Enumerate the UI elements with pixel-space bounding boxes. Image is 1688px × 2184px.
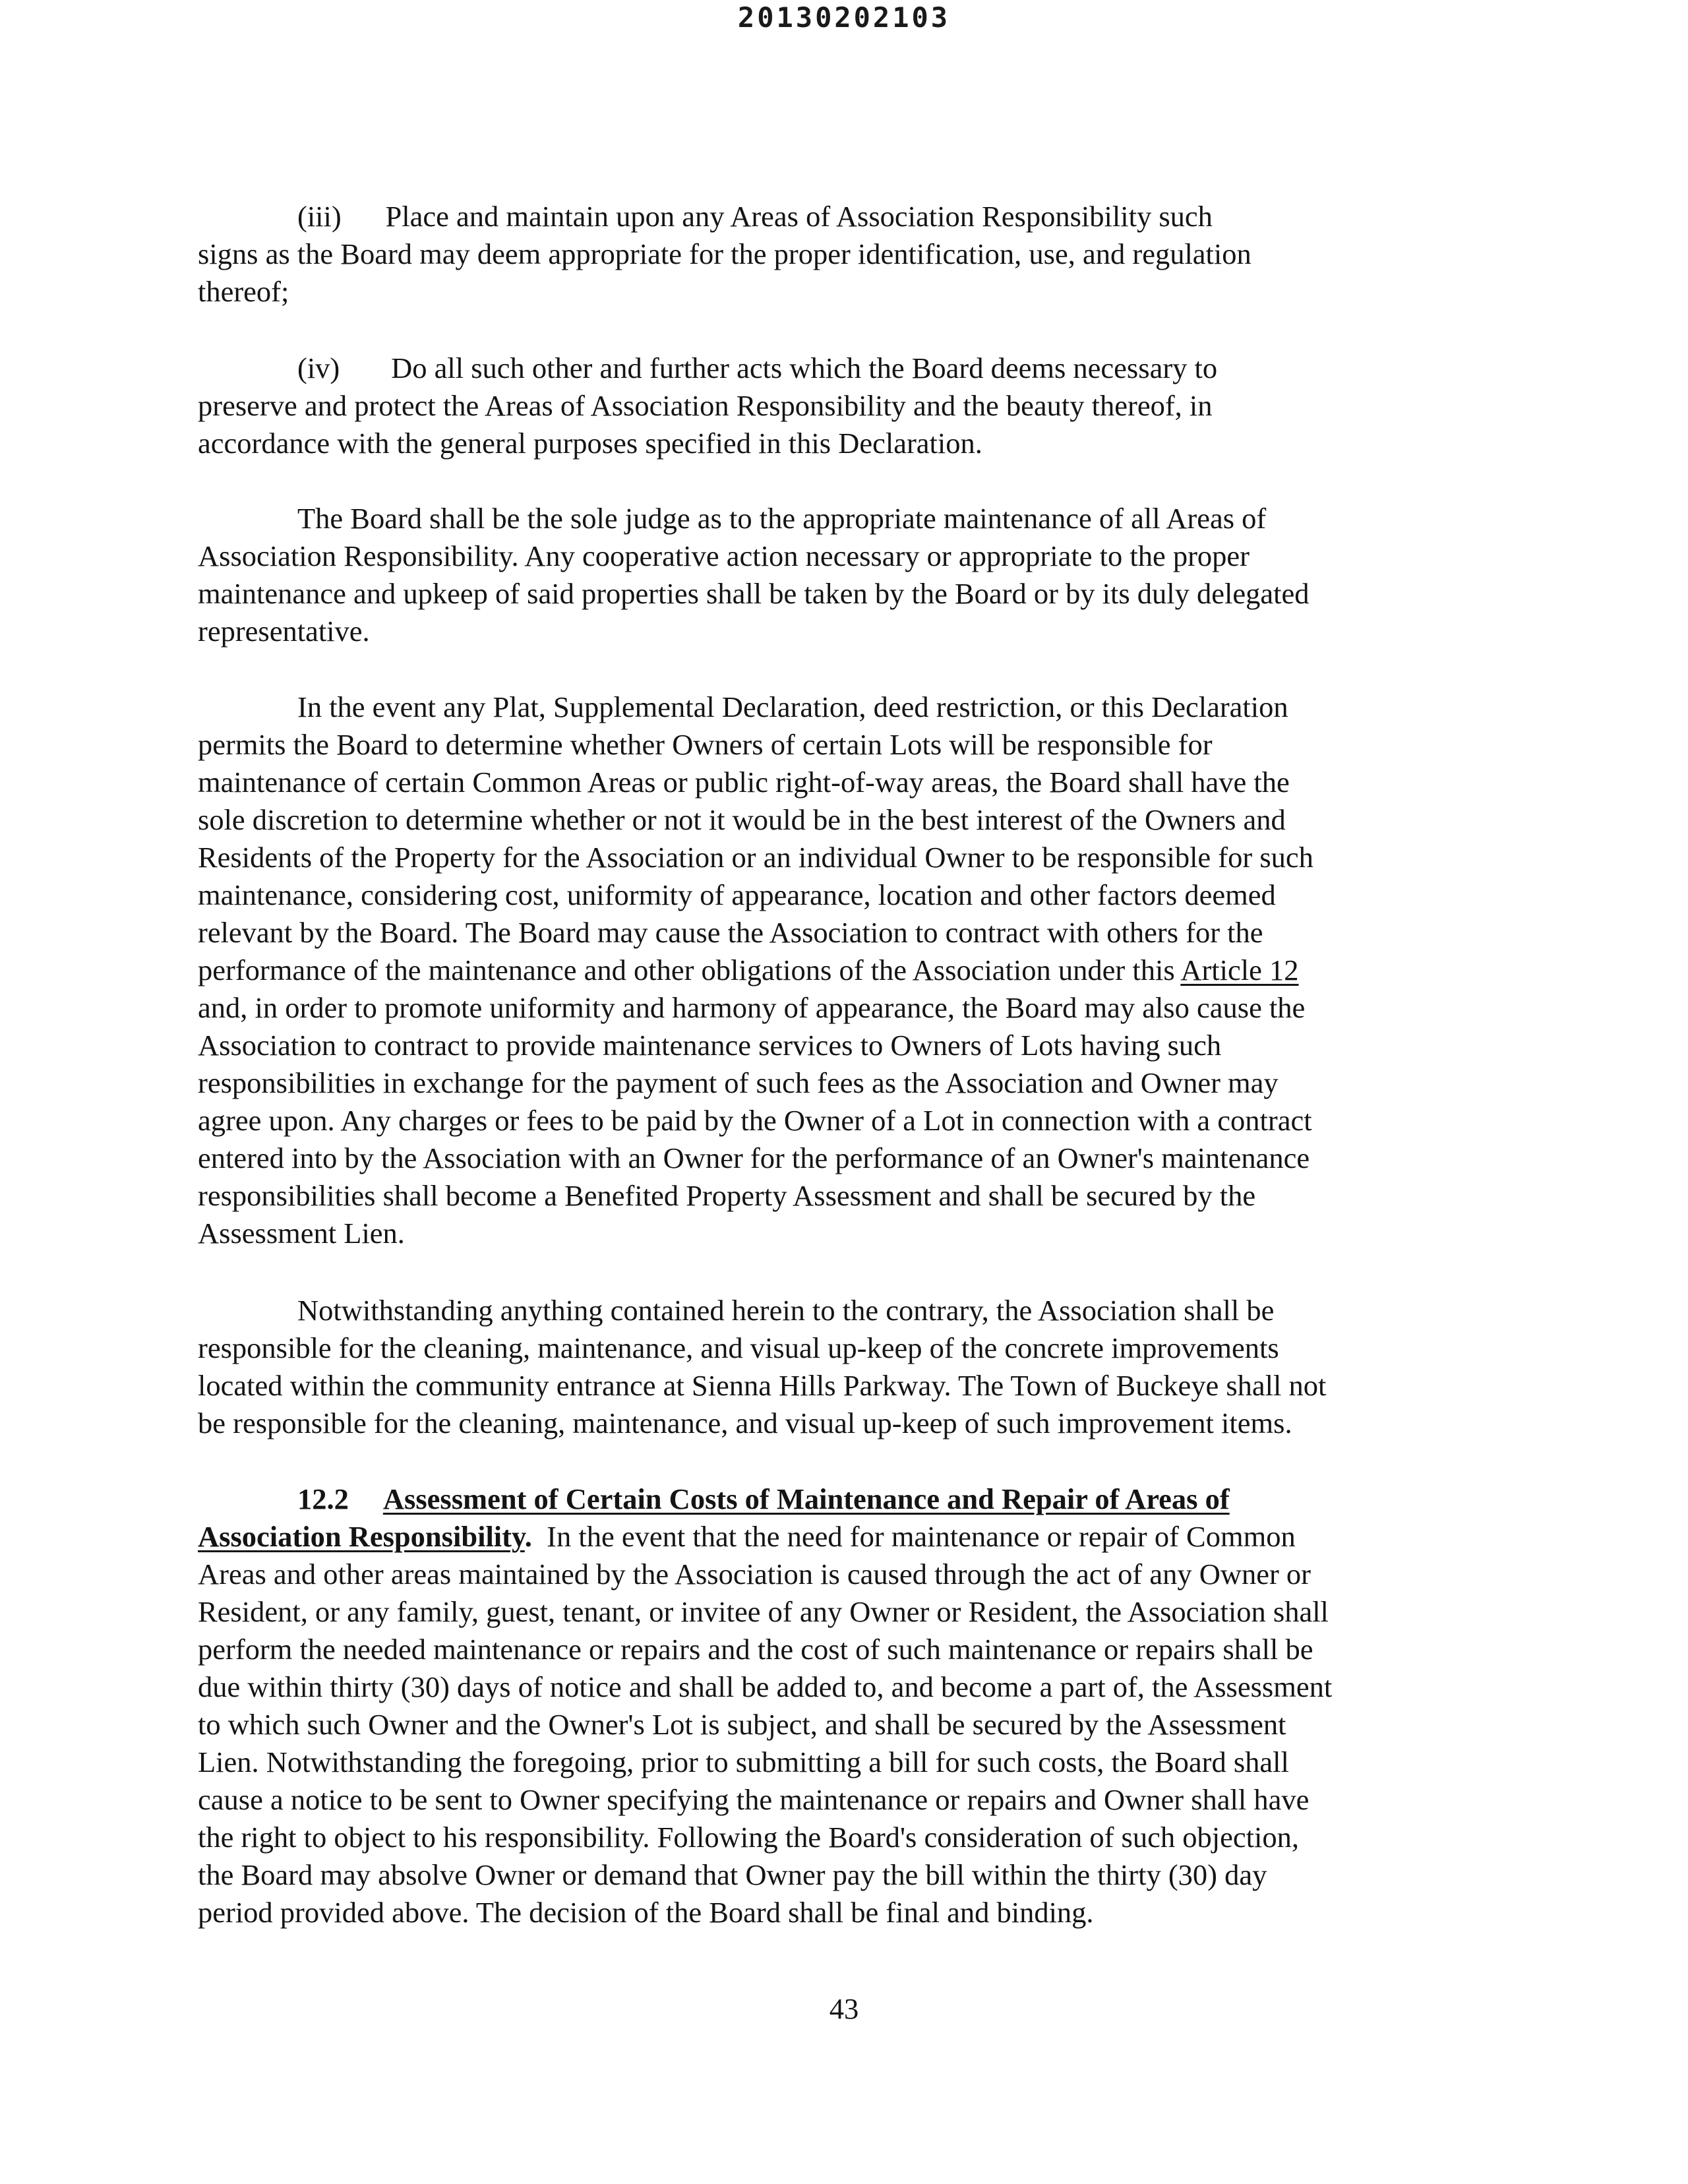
list-item-iii-line: (iii) Place and maintain upon any Areas of Association Responsibility such [297, 200, 1213, 233]
section-heading-continued: Association Responsibility [198, 1520, 525, 1553]
article-line-prefix: performance of the maintenance and other obligations of the Association under this [198, 954, 1181, 986]
paragraph-line: The Board shall be the sole judge as to the appropriate maintenance of all Areas of [297, 502, 1267, 535]
paragraph-line: period provided above. The decision of the Board shall be final and binding. [198, 1896, 1094, 1929]
page-number: 43 [829, 1992, 859, 2025]
paragraph-line: Lien. Notwithstanding the foregoing, prior to submitting a bill for such costs, the Board shall [198, 1745, 1289, 1778]
paragraph-line: sole discretion to determine whether or not it would be in the best interest of the Owners and [198, 803, 1286, 836]
paragraph-line: maintenance and upkeep of said properties shall be taken by the Board or by its duly delegated [198, 577, 1310, 610]
paragraph-line: Association to contract to provide maintenance services to Owners of Lots having such [198, 1029, 1222, 1062]
paragraph-line: Residents of the Property for the Association or an individual Owner to be responsible for such [198, 841, 1313, 874]
paragraph-line: agree upon. Any charges or fees to be paid by the Owner of a Lot in connection with a contract [198, 1104, 1312, 1137]
paragraph-line: perform the needed maintenance or repairs and the cost of such maintenance or repairs shall be [198, 1633, 1313, 1666]
section-first-line-rest: In the event that the need for maintenance or repair of Common [531, 1520, 1296, 1553]
section-number: 12.2 [297, 1482, 349, 1515]
list-item-iii-line: signs as the Board may deem appropriate for the proper identification, use, and regulation [198, 237, 1251, 270]
paragraph-line: be responsible for the cleaning, maintenance, and visual up-keep of such improvement items. [198, 1407, 1292, 1440]
paragraph-line: Resident, or any family, guest, tenant, or invitee of any Owner or Resident, the Association shall [198, 1595, 1329, 1628]
paragraph-line: cause a notice to be sent to Owner specifying the maintenance or repairs and Owner shall have [198, 1783, 1310, 1816]
paragraph-line: Areas and other areas maintained by the Association is caused through the act of any Owner or [198, 1558, 1311, 1591]
paragraph-line: responsible for the cleaning, maintenance, and visual up-keep of the concrete improvements [198, 1331, 1279, 1364]
paragraph-notwithstanding [198, 1292, 1326, 1442]
paragraph-plat-event [198, 688, 1313, 1252]
section-heading-line [198, 1518, 1332, 1556]
paragraph-line: due within thirty (30) days of notice and shall be added to, and become a part of, the Assessment [198, 1670, 1333, 1703]
paragraph-line: representative. [198, 615, 370, 648]
paragraph-line: entered into by the Association with an Owner for the performance of an Owner's maintenance [198, 1141, 1310, 1174]
paragraph-line: responsibilities shall become a Benefited Property Assessment and shall be secured by the [198, 1179, 1256, 1212]
paragraph-line: Assessment Lien. [198, 1217, 405, 1250]
list-item-iv-line: (iv) Do all such other and further acts which the Board deems necessary to [297, 351, 1218, 384]
list-item-iii-line: thereof; [198, 275, 289, 308]
paragraph-line: maintenance of certain Common Areas or public right-of-way areas, the Board shall have the [198, 766, 1290, 799]
section-heading-period: . [524, 1520, 532, 1553]
list-item-iii [198, 198, 1251, 311]
paragraph-line: the Board may absolve Owner or demand that Owner pay the bill within the thirty (30) day [198, 1858, 1267, 1891]
paragraph-line: the right to object to his responsibility. Following the Board's consideration of such objection, [198, 1821, 1299, 1854]
list-item-iv-line: accordance with the general purposes specified in this Declaration. [198, 427, 982, 460]
section-heading-line [198, 1480, 1332, 1518]
paragraph-line: responsibilities in exchange for the payment of such fees as the Association and Owner may [198, 1066, 1279, 1099]
paragraph-board-judge [198, 500, 1310, 650]
section-heading: Assessment of Certain Costs of Maintenance and Repair of Areas of [382, 1482, 1230, 1515]
paragraph-line: to which such Owner and the Owner's Lot is subject, and shall be secured by the Assessment [198, 1708, 1286, 1741]
paragraph-line: maintenance, considering cost, uniformity of appearance, location and other factors deemed [198, 878, 1276, 911]
section-12-2 [198, 1480, 1332, 1931]
paragraph-line: Notwithstanding anything contained herein to the contrary, the Association shall be [297, 1294, 1275, 1327]
paragraph-line: Association Responsibility. Any cooperative action necessary or appropriate to the proper [198, 539, 1250, 572]
paragraph-line: In the event any Plat, Supplemental Declaration, deed restriction, or this Declaration [297, 690, 1288, 723]
paragraph-line: relevant by the Board. The Board may cause the Association to contract with others for the [198, 916, 1263, 949]
paragraph-line: and, in order to promote uniformity and harmony of appearance, the Board may also cause the [198, 991, 1306, 1024]
paragraph-line-article [198, 952, 1313, 989]
recording-number: 20130202103 [737, 1, 951, 34]
list-item-iv [198, 349, 1218, 462]
paragraph-line: located within the community entrance at Sienna Hills Parkway. The Town of Buckeye shall not [198, 1369, 1327, 1402]
paragraph-line: permits the Board to determine whether Owners of certain Lots will be responsible for [198, 728, 1213, 761]
article-12-reference: Article 12 [1180, 954, 1299, 986]
list-item-iv-line: preserve and protect the Areas of Association Responsibility and the beauty thereof, in [198, 389, 1213, 422]
